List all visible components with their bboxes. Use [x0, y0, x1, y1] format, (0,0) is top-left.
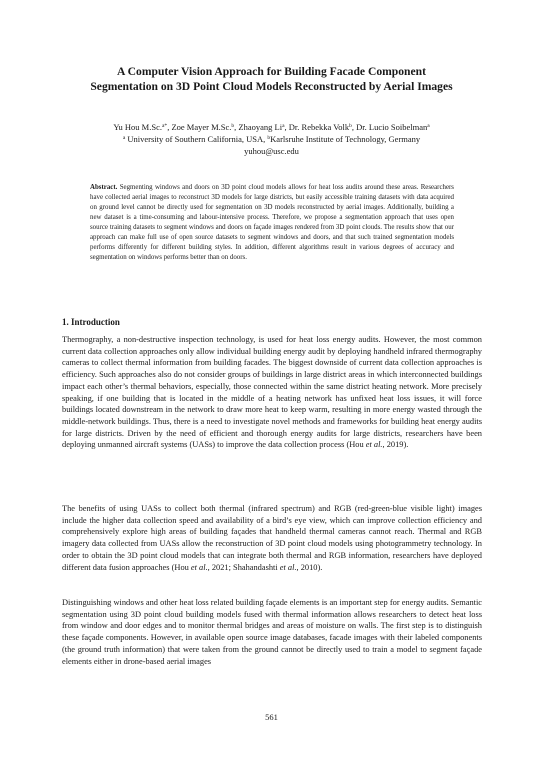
author-name: Yu Hou M.Sc. — [113, 122, 162, 132]
author-affiliation-mark: b — [349, 123, 352, 129]
author-name: Zoe Mayer M.Sc. — [171, 122, 232, 132]
title-line-2: Segmentation on 3D Point Cloud Models Reconstructed by Aerial Images — [90, 80, 453, 93]
citation-year: , 2010). — [296, 562, 323, 572]
paper-title — [50, 64, 493, 94]
intro-paragraph-3: Distinguishing windows and other heat loss related building façade elements is an important step for energy audits. Semantic segmentation using 3D point cloud building models fused with thermal information allows researchers to detect heat loss from window and door edges and to monitor thermal bridges and areas of moisture on walls. The first step is to distinguish these façade components. However, in available open source image databases, facade images with their labeled components (the ground truth information) that were taken from the ground cannot be directly used to train a model to segment façade elements either in drone-based aerial images — [62, 598, 482, 666]
contact-email: yuhou@usc.edu — [244, 146, 299, 156]
author-affiliation-mark: a — [282, 123, 285, 129]
author-affiliation-mark: b — [231, 123, 235, 129]
abstract — [90, 183, 454, 263]
paragraph-text: The benefits of using UASs to collect both thermal (infrared spectrum) and RGB (red-green-blue visible light) images include the higher data collection speed and availability of a bird’s eye view, which can improve collection efficiency and comprehensively explore high areas of building façades that handheld thermal cameras cannot reach. Thermal and RGB imagery data collected from UASs allow the reconstruction of 3D point cloud models using photogrammetry technology. In order to obtain the 3D point cloud models that can integrate both thermal and RGB information, researchers have deployed different data fusion approaches (Hou — [62, 504, 482, 572]
intro-paragraph-1 — [62, 334, 482, 451]
author-affiliation-mark: a* — [161, 123, 168, 129]
section-heading-introduction: 1. Introduction — [62, 317, 120, 327]
citation-text: , 2021; Shahandashti — [207, 562, 278, 572]
citation-year: , 2019). — [382, 440, 409, 450]
abstract-text: Segmenting windows and doors on 3D point cloud models allows for heat loss audits around these areas. Researchers have collected aerial images to reconstruct 3D models for large districts, but easily accessible training datasets with data acquired on ground level cannot be directly used for segmentation on 3D models reconstructed by aerial images. Additionally, building a new dataset is a time-consuming and labour-intensive process. Therefore, we propose a segmentation approach that uses open source training datasets to segment windows and doors on façade images rendered from 3D point clouds. The results show that our approach can make full use of open source datasets to segment windows and doors, and that such trained segmentation models performs differently for different building styles. In addition, different algorithms result in various degrees of accuracy and segmentation on windows performs better than on doors. — [90, 184, 454, 261]
citation-et-al: et al. — [365, 440, 383, 450]
paragraph-text: Thermography, a non-destructive inspection technology, is used for heat loss energy audits. However, the most common current data collection approaches only allow individual building energy audit by deploying handheld infrared thermography cameras to collect thermal information from building facades. The biggest downside of current data collection approaches is efficiency. Such approaches also do not consider groups of buildings in large district areas in which interconnected buildings impact each other’s thermal behaviors, especially, those connected within the same district heating network. More precisely speaking, if one building that is located in the middle of a heating network has unfixed heat loss issues, it will force buildings located downstream in the network to draw more heat to keep warm, resulting in more energy wasted through the middle-network buildings. Thus, there is a need to investigate novel methods and frameworks for building heat energy audits for large districts. Driven by the need of efficient and thorough energy audits for large districts, researchers have been deploying unmanned aircraft systems (UASs) to improve the data collection process (Hou — [62, 335, 482, 450]
author-name: Dr. Lucio Soibelman — [356, 122, 428, 132]
author-list: Yu Hou M.Sc.$^{a*}$, Zoe Mayer M.Sc.$^b$, Zhaoyang Li$^a$, Dr. Rebekka Volk$^b$, Dr. Lucio Soibelman$^a$ — [113, 122, 430, 132]
page-number: 561 — [265, 712, 278, 722]
affiliations — [40, 133, 503, 145]
affiliation-mark-b: b — [267, 135, 271, 141]
author-affiliation-mark: a — [427, 123, 430, 129]
intro-paragraph-2 — [62, 503, 482, 573]
affiliation-b: Karlsruhe Institute of Technology, Germany — [270, 134, 421, 144]
citation-et-al: et al. — [279, 562, 297, 572]
affiliation-mark-a: a — [122, 135, 126, 141]
citation-et-al: et al. — [190, 562, 208, 572]
affiliation-a: University of Southern California, USA, — [127, 134, 266, 144]
abstract-label: Abstract. — [90, 184, 118, 191]
author-name: Zhaoyang Li — [238, 122, 283, 132]
title-line-1: A Computer Vision Approach for Building Facade Component — [117, 65, 426, 78]
author-name: Dr. Rebekka Volk — [288, 122, 350, 132]
